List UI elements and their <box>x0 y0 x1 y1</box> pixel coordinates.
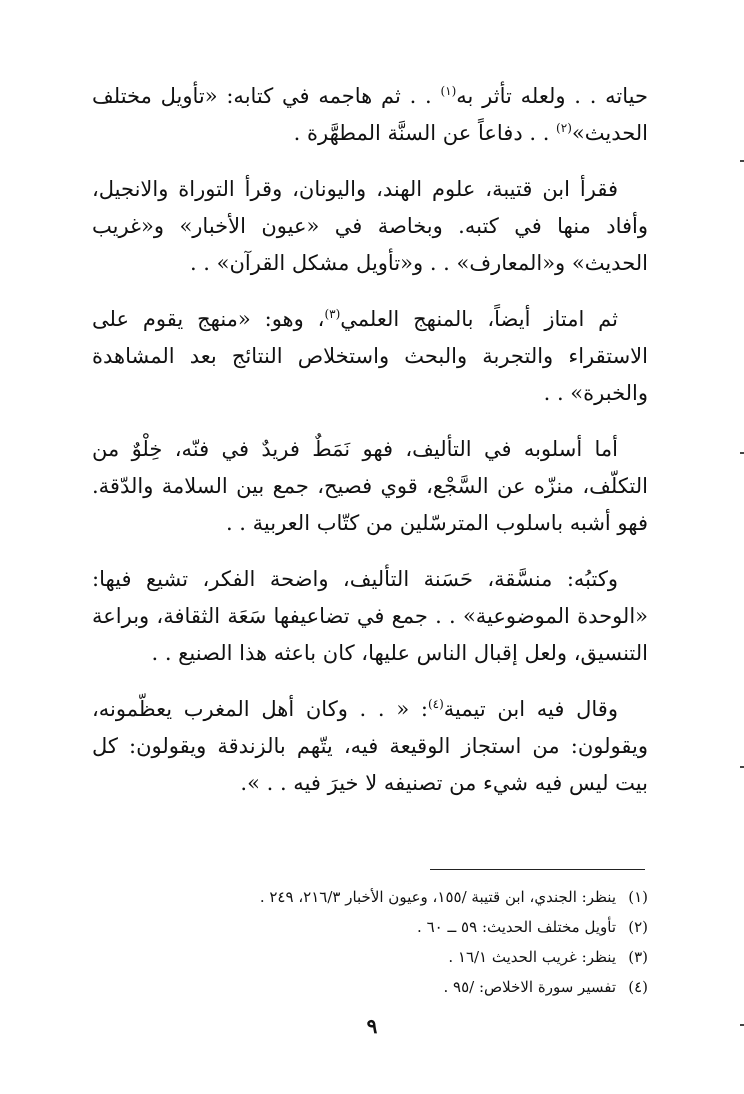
text-run: . . ثم هاجمه في كتابه: «تأويل مختلف الحديث» <box>92 84 648 145</box>
footnote-3 <box>92 942 648 972</box>
scan-margin-mark <box>740 766 744 768</box>
text-run: ، وهو: «منهج يقوم على الاستقراء والتجربة والبحث واستخلاص النتائج بعد المشاهدة والخبرة» . . <box>92 307 648 405</box>
text-run: . . دفاعاً عن السنَّة المطهَّرة . <box>293 121 557 145</box>
footnote-text: تأويل مختلف الحديث: ٥٩ ــ ٦٠ . <box>417 918 616 936</box>
footnote-number: (١) <box>628 888 648 906</box>
footnote-ref-3: (٣) <box>324 307 341 321</box>
paragraph-2 <box>92 171 648 282</box>
scan-margin-mark <box>740 160 744 162</box>
footnote-ref-2: (٢) <box>556 121 572 135</box>
paragraph-5 <box>92 561 648 672</box>
text-run: فقرأ ابن قتيبة، علوم الهند، واليونان، وقرأ التوراة والانجيل، وأفاد منها في كتبه. وبخاصة في «عيون الأخبار» و«غريب الحديث» و«المعارف» . . و«تأويل مشكل القرآن» . . <box>92 177 648 275</box>
paragraph-3 <box>92 301 648 412</box>
footnote-number: (٣) <box>628 948 648 966</box>
scan-margin-mark <box>740 452 744 454</box>
footnote-1 <box>92 882 648 912</box>
paragraph-1 <box>92 78 648 152</box>
footnote-ref-4: (٤) <box>427 697 444 711</box>
footnote-ref-1: (١) <box>440 84 457 98</box>
text-run: وقال فيه ابن تيمية <box>443 697 618 721</box>
footnote-text: ينظر: غريب الحديث ١٦/١ . <box>448 948 616 966</box>
text-run: حياته . . ولعله تأثر به <box>456 84 648 108</box>
footnote-separator <box>430 869 645 870</box>
footnotes <box>92 882 648 1002</box>
main-text <box>92 78 648 821</box>
text-run: : « . . وكان أهل المغرب يعظّمونه، ويقولون: من استجاز الوقيعة فيه، يتّهم بالزندقة ويقولون: كل بيت ليس فيه شيء من تصنيفه لا خيرَ فيه . . ». <box>92 697 648 795</box>
text-run: أما أسلوبه في التأليف، فهو نَمَطٌ فريدٌ في فنّه، خِلْوٌ من التكلّف، منزّه عن السَّجْع، قوي فصيح، جمع بين السلامة والدّقة. فهو أشبه باسلوب المترسّلين من كتّاب العربية . . <box>92 437 648 535</box>
footnote-number: (٢) <box>628 918 648 936</box>
page-number: ٩ <box>366 1014 378 1038</box>
scan-margin-mark <box>740 1024 744 1026</box>
footnote-text: ينظر: الجندي، ابن قتيبة /١٥٥، وعيون الأخبار ٢١٦/٣، ٢٤٩ . <box>259 888 616 906</box>
text-run: وكتبُه: منسَّقة، حَسَنة التأليف، واضحة الفكر، تشيع فيها: «الوحدة الموضوعية» . . جمع في تضاعيفها سَعَة الثقافة، وبراعة التنسيق، ولعل إقبال الناس عليها، كان باعثه هذا الصنيع . . <box>92 567 648 665</box>
footnote-text: تفسير سورة الاخلاص: /٩٥ . <box>443 978 616 996</box>
footnote-4 <box>92 972 648 1002</box>
paragraph-6 <box>92 691 648 802</box>
text-run: ثم امتاز أيضاً، بالمنهج العلمي <box>340 307 618 331</box>
footnote-2 <box>92 912 648 942</box>
paragraph-4 <box>92 431 648 542</box>
footnote-number: (٤) <box>628 978 648 996</box>
